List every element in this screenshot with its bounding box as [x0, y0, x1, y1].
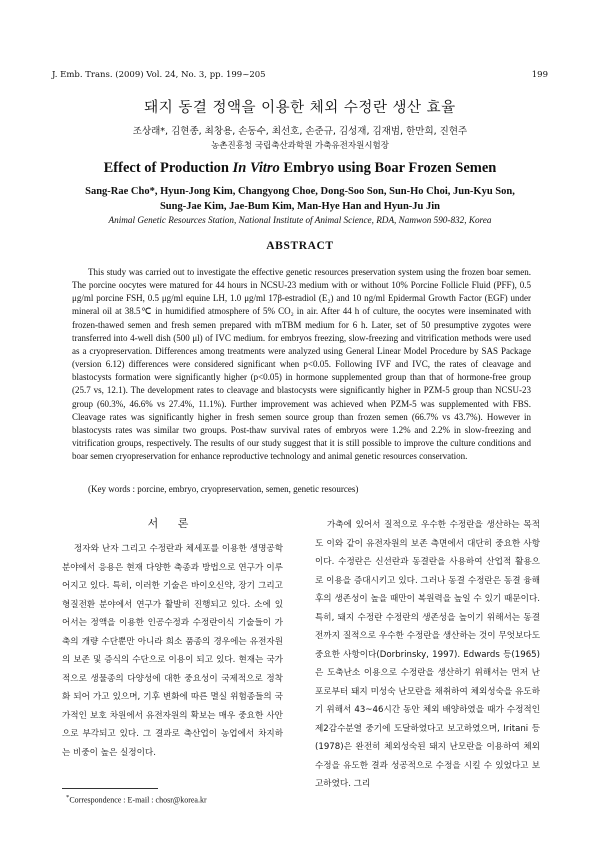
english-title: [0, 160, 600, 177]
section-heading-introduction: 서 론: [147, 517, 197, 530]
korean-authors: 조상래*, 김현종, 최창용, 손동수, 최선호, 손준규, 김성재, 김재범, 한만희, 진현주: [132, 126, 468, 137]
keywords: (Key words : porcine, embryo, cryopreservation, semen, genetic resources): [88, 484, 359, 494]
english-affiliation: Animal Genetic Resources Station, National Institute of Animal Science, RDA, Namwon 590-832, Korea: [108, 215, 492, 225]
korean-title: 돼지 동결 정액을 이용한 체외 수정란 생산 효율: [144, 100, 456, 116]
english-authors-line1: Sang-Rae Cho*, Hyun-Jong Kim, Changyong Choe, Dong-Soo Son, Sun-Ho Choi, Jun-Kyu Son,: [85, 186, 515, 197]
footnote-mark: *: [66, 794, 70, 801]
korean-affiliation: 농촌진흥청 국립축산과학원 가축유전자원시험장: [211, 141, 389, 151]
page-number: 199: [531, 70, 548, 80]
english-title-prefix: Effect of Production: [103, 160, 233, 176]
footnote-correspondence: [66, 794, 207, 805]
abstract-body: This study was carried out to investigate the effective genetic resources preservation system using the frozen boar semen. The porcine oocytes were matured for 44 hours in NCSU-23 medium with or without 10% Porcine Follicle Fluid (PFF), 0.5 μg/ml porcine FSH, 0.5 μg/ml equine LH, 1.0 μg/ml 17β-estradiol (E₂) and 10 ng/ml Epidermal Growth Factor (EGF) under mineral oil at 38.5℃ in humidified atmosphere of 5% CO₂ in air. After 44 h of culture, the oocytes were inseminated with frozen-thawed semen and fresh semen prepared with mTBM medium for 6 h. Later, set of 50 presumptive zygotes were transferred into 4-well dish (500 μl) of IVC medium. for embryos freezing, slow-freezing and vitrification methods were used as a cryopreservation. Differences among treatments were analyzed using General Linear Model Procedure by SAS Package (version 6.12) differences were considered significant when p<0.05. Following IVF and IVC, the rates of cleavage and blastocysts formation were significantly higher (p<0.05) in hormone supplemented group than that of hormone-free group (25.7 vs, 12.1). The development rates to cleavage and blastocysts were significantly higher in PZM-5 group than NCSU-23 group (60.3%, 46.6% vs 27.4%, 11.1%). Further improvement was achieved when PZM-5 was supplemented with FBS. Cleavage rates was significantly higher in fresh semen source group than frozen semen (66.7% vs 43.7%). However in blastocysts rates was similar two groups. Post-thaw survival rates of embryos were 1.2% and 2.2% in slow-freezing and vitrification groups, respectively. The results of our study suggest that it is still possible to improve the culture conditions and boar semen cryopreservation for enhance reproductive technology and animal genetic resources conservation.: [72, 267, 531, 462]
running-header-citation: J. Emb. Trans. (2009) Vol. 24, No. 3, pp. 199~205: [52, 70, 266, 80]
intro-left-column: 정자와 난자 그리고 수정란과 체세포를 이용한 생명공학 분야에서 응용은 현재 다양한 축종과 방법으로 연구가 이루어지고 있다. 특히, 이러한 기술은 바이오신약, 장기 그리고 형질전환 분야에서 연구가 활발히 진행되고 있다. 소에 있어서는 정액을 이용한 인공수정과 수정란이식 기술들이 가축의 개량 수단뿐만 아니라 희소 품종의 경우에는 유전자원의 보존 및 증식의 수단으로 이용이 되고 있다. 현재는 국가적으로 생물종의 다양성에 대한 중요성이 국제적으로 정착화 되어 가고 있으며, 기후 변화에 따른 멸실 위험종들의 국가적인 보호 차원에서 유전자원의 확보는 매우 중요한 사안으로 부각되고 있다. 그 결과로 축산업이 농업에서 차지하는 비중이 높은 실정이다.: [62, 544, 283, 758]
footnote-divider: [62, 788, 158, 789]
english-title-suffix: Embryo using Boar Frozen Semen: [279, 160, 497, 176]
english-authors: [40, 184, 560, 214]
abstract-heading: ABSTRACT: [266, 240, 334, 252]
english-title-italic: In Vitro: [232, 160, 280, 176]
english-authors-line2: Sung-Jae Kim, Jae-Bum Kim, Man-Hye Han and Hyun-Ju Jin: [159, 201, 441, 212]
footnote-text: Correspondence : E-mail : chosr@korea.kr: [69, 795, 207, 805]
intro-right-column: 가축에 있어서 질적으로 우수한 수정란을 생산하는 목적도 이와 같이 유전자원의 보존 측면에서 대단히 중요한 사항이다. 수정란은 신선란과 동결란을 사용하여 산업적 활용으로 이용을 증대시키고 있다. 그러나 동결 수정란은 동결 융해 후의 생존성이 높을 때만이 복원력을 높일 수 있기 때문이다. 특히, 돼지 수정란 수정란의 생존성을 높이기 위해서는 동결 전까지 질적으로 우수한 수정란을 생산하는 것이 무엇보다도 중요한 사항이다(Dorbrinsky, 1997). Edwards 등(1965)은 도축난소 이용으로 수정란을 생산하기 위해서는 먼저 난포로부터 돼지 미성숙 난모란을 채취하여 체외성숙을 유도하기 위해서 43~46시간 동안 체외 배양하였을 때가 수정적인 제2감수분열 중기에 도달하였다고 보고하였으며, Iritani 등(1978)은 완전히 체외성숙된 돼지 난모란을 이용하여 체외수정을 유도한 결과 성공적으로 수정을 시킬 수 있었다고 보고하였다. 그리: [315, 520, 540, 789]
